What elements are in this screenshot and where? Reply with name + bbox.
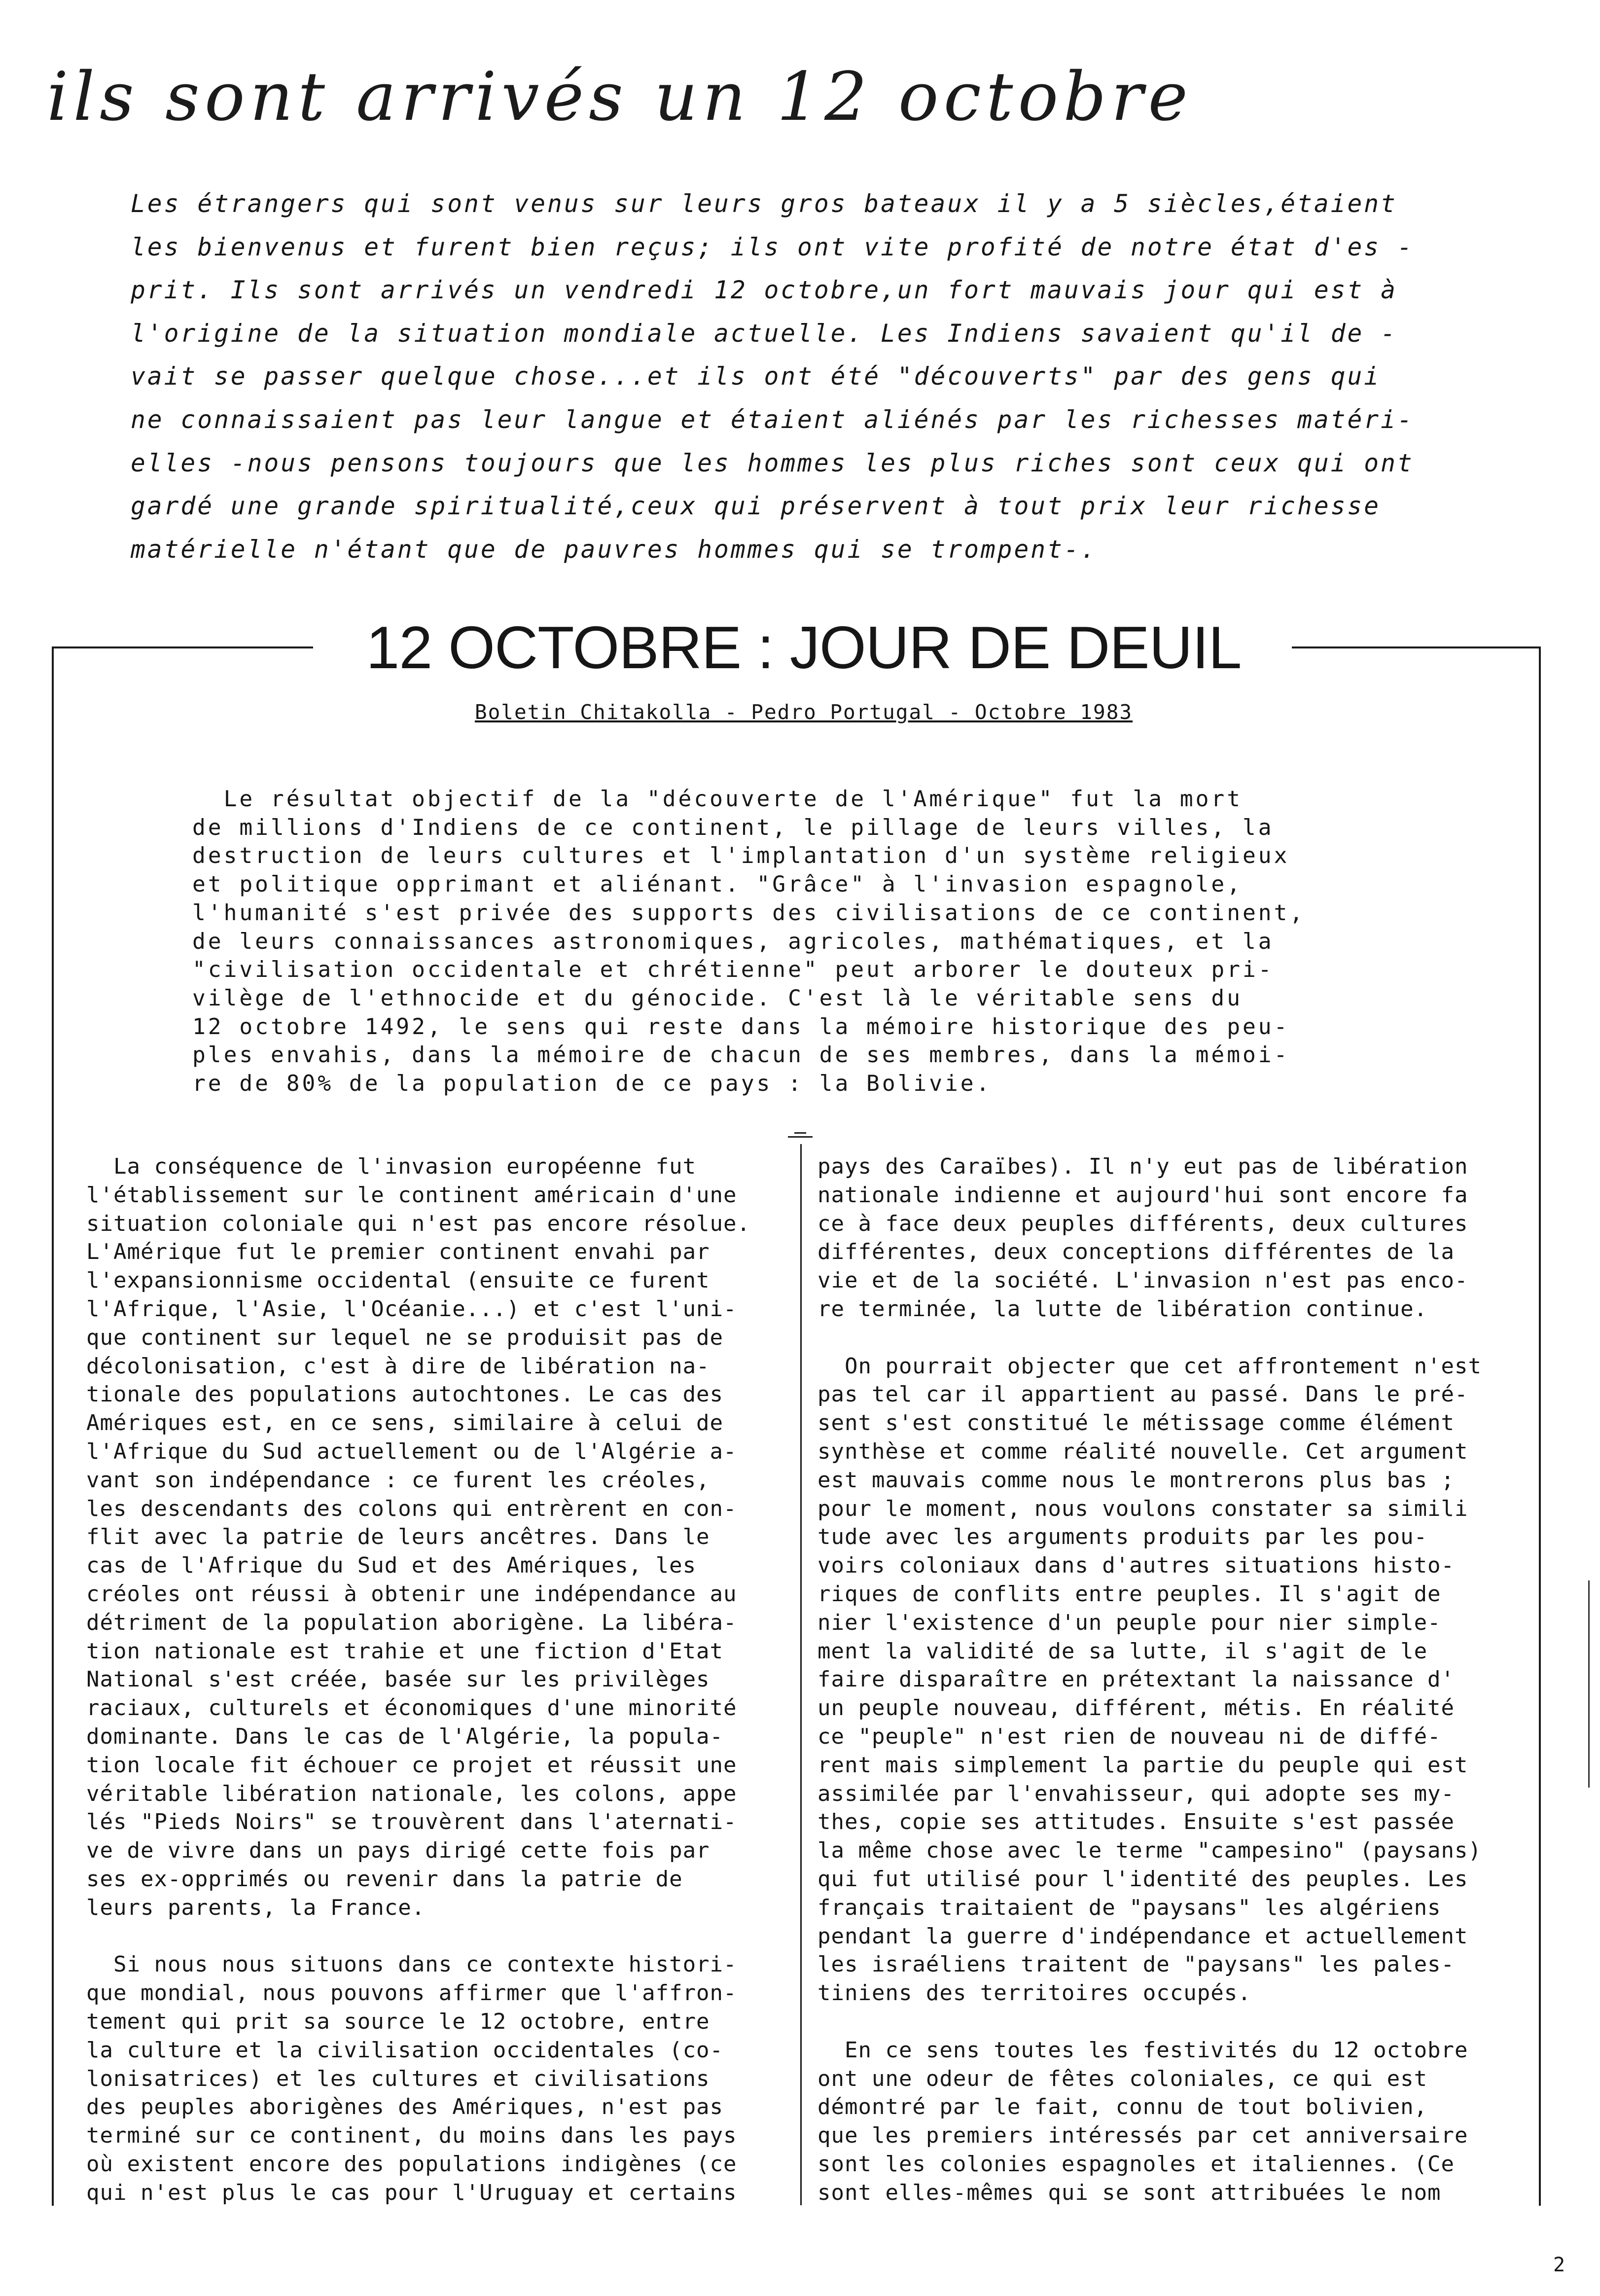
- body-line: les israéliens traitent de "paysans" les pales-: [818, 1952, 1455, 1977]
- body-line: un peuple nouveau, différent, métis. En réalité: [818, 1695, 1455, 1721]
- body-line: Si nous nous situons dans ce contexte histori-: [86, 1952, 737, 1977]
- page-number: 2: [1553, 2254, 1565, 2276]
- body-line: dominante. Dans le cas de l'Algérie, la popula-: [86, 1723, 724, 1749]
- body-line: qui fut utilisé pour l'identité des peuples. Les: [818, 1866, 1468, 1892]
- body-line: vie et de la société. L'invasion n'est pas enco-: [818, 1268, 1468, 1293]
- intro-line: prit. Ils sont arrivés un vendredi 12 octobre,un fort mauvais jour qui est à: [131, 276, 1397, 305]
- lead-line: et politique opprimant et aliénant. "Grâce" à l'invasion espagnole,: [192, 872, 1243, 897]
- body-line: différentes, deux conceptions différentes de la: [818, 1239, 1455, 1265]
- body-line: leurs parents, la France.: [86, 1895, 426, 1920]
- body-line: faire disparaître en prétextant la naissance d': [818, 1667, 1455, 1692]
- body-line: pendant la guerre d'indépendance et actuellement: [818, 1923, 1468, 1949]
- right-column: [818, 1152, 1532, 2203]
- body-line: que les premiers intéressés par cet anniversaire: [818, 2123, 1468, 2149]
- intro-line: elles -nous pensons toujours que les hommes les plus riches sont ceux qui ont: [131, 448, 1414, 477]
- body-line: En ce sens toutes les festivités du 12 octobre: [818, 2037, 1468, 2063]
- body-line: est mauvais comme nous le montrerons plus bas ;: [818, 1467, 1455, 1493]
- body-line: thes, copie ses attitudes. Ensuite s'est passée: [818, 1809, 1455, 1835]
- lead-line: 12 octobre 1492, le sens qui reste dans la mémoire historique des peu-: [192, 1014, 1290, 1040]
- intro-line: Les étrangers qui sont venus sur leurs gros bateaux il y a 5 siècles,étaient: [131, 189, 1397, 218]
- body-line: cas de l'Afrique du Sud et des Amériques, les: [86, 1553, 697, 1578]
- body-line: Amériques est, en ce sens, similaire à celui de: [86, 1410, 724, 1436]
- body-line: l'Afrique du Sud actuellement ou de l'Algérie a-: [86, 1438, 737, 1464]
- body-line: rent mais simplement la partie du peuple qui est: [818, 1752, 1468, 1778]
- frame-top-left-rule: [52, 646, 313, 648]
- body-line: démontré par le fait, connu de tout bolivien,: [818, 2094, 1428, 2120]
- body-line: décolonisation, c'est à dire de libération na-: [86, 1353, 710, 1379]
- body-line: flit avec la patrie de leurs ancêtres. Dans le: [86, 1524, 710, 1550]
- body-line: tionale des populations autochtones. Le cas des: [86, 1382, 724, 1407]
- column-divider-mark: [788, 1132, 813, 1141]
- frame-right-rule: [1539, 646, 1541, 2206]
- body-line: ce à face deux peuples différents, deux cultures: [818, 1211, 1468, 1236]
- frame-left-rule: [52, 646, 54, 2206]
- body-line: assimilée par l'envahisseur, qui adopte ses my-: [818, 1781, 1455, 1806]
- lead-line: re de 80% de la population de ce pays : la Bolivie.: [192, 1071, 992, 1097]
- lead-line: de leurs connaissances astronomiques, agricoles, mathématiques, et la: [192, 929, 1274, 954]
- body-line: ment la validité de sa lutte, il s'agit de le: [818, 1638, 1428, 1664]
- body-line: les descendants des colons qui entrèrent en con-: [86, 1496, 737, 1521]
- intro-paragraph: [131, 182, 1462, 572]
- body-line: raciaux, culturels et économiques d'une minorité: [86, 1695, 737, 1721]
- body-line: On pourrait objecter que cet affrontement n'est: [818, 1353, 1482, 1379]
- lead-line: "civilisation occidentale et chrétienne" peut arborer le douteux pri-: [192, 957, 1274, 983]
- lead-line: destruction de leurs cultures et l'implantation d'un système religieux: [192, 843, 1290, 869]
- body-line: situation coloniale qui n'est pas encore résolue.: [86, 1211, 751, 1236]
- paragraph-gap: [818, 1324, 1532, 1352]
- body-line: terminé sur ce continent, du moins dans les pays: [86, 2123, 737, 2149]
- lead-line: Le résultat objectif de la "découverte de l'Amérique" fut la mort: [192, 787, 1243, 812]
- body-line: synthèse et comme réalité nouvelle. Cet argument: [818, 1438, 1468, 1464]
- script-title: ils sont arrivés un 12 octobre: [47, 58, 1193, 136]
- intro-line: matérielle n'étant que de pauvres hommes qui se trompent-.: [131, 535, 1098, 564]
- frame-top-right-rule: [1292, 646, 1541, 648]
- left-column: [86, 1152, 801, 2203]
- body-line: où existent encore des populations indigènes (ce: [86, 2151, 737, 2177]
- body-line: vant son indépendance : ce furent les créoles,: [86, 1467, 710, 1493]
- body-line: détriment de la population aborigène. La libéra-: [86, 1610, 737, 1635]
- article-lead: [192, 785, 1435, 1098]
- lead-line: l'humanité s'est privée des supports des civilisations de ce continent,: [192, 900, 1306, 926]
- body-line: la culture et la civilisation occidentales (co-: [86, 2037, 724, 2063]
- article-byline: Boletin Chitakolla - Pedro Portugal - Octobre 1983: [474, 700, 1133, 724]
- body-line: nationale indienne et aujourd'hui sont encore fa: [818, 1182, 1468, 1208]
- body-line: tement qui prit sa source le 12 octobre, entre: [86, 2009, 710, 2034]
- body-line: tion locale fit échouer ce projet et réussit une: [86, 1752, 737, 1778]
- body-line: que mondial, nous pouvons affirmer que l'affron-: [86, 1980, 737, 2006]
- body-line: re terminée, la lutte de libération continue.: [818, 1296, 1428, 1322]
- body-line: qui n'est plus le cas pour l'Uruguay et certains: [86, 2180, 737, 2205]
- body-line: nier l'existence d'un peuple pour nier simple-: [818, 1610, 1441, 1635]
- body-line: riques de conflits entre peuples. Il s'agit de: [818, 1581, 1441, 1607]
- article-headline: 12 OCTOBRE : JOUR DE DEUIL: [366, 614, 1242, 681]
- intro-line: les bienvenus et furent bien reçus; ils ont vite profité de notre état d'es -: [131, 232, 1414, 261]
- intro-line: gardé une grande spiritualité,ceux qui préservent à tout prix leur richesse: [131, 492, 1381, 521]
- body-line: tion nationale est trahie et une fiction d'Etat: [86, 1638, 724, 1664]
- body-line: ve de vivre dans un pays dirigé cette fois par: [86, 1838, 710, 1864]
- intro-line: l'origine de la situation mondiale actuelle. Les Indiens savaient qu'il de -: [131, 319, 1397, 348]
- body-line: sont les colonies espagnoles et italiennes. (Ce: [818, 2151, 1455, 2177]
- body-line: sent s'est constitué le métissage comme élément: [818, 1410, 1455, 1436]
- body-line: lonisatrices) et les cultures et civilisations: [86, 2066, 710, 2091]
- body-line: voirs coloniaux dans d'autres situations histo-: [818, 1553, 1455, 1578]
- body-line: ont une odeur de fêtes coloniales, ce qui est: [818, 2066, 1428, 2091]
- lead-line: ples envahis, dans la mémoire de chacun de ses membres, dans la mémoi-: [192, 1042, 1290, 1068]
- body-line: lés "Pieds Noirs" se trouvèrent dans l'aternati-: [86, 1809, 737, 1835]
- body-line: créoles ont réussi à obtenir une indépendance au: [86, 1581, 737, 1607]
- paragraph-gap: [86, 1922, 801, 1951]
- body-line: ce "peuple" n'est rien de nouveau ni de diffé-: [818, 1723, 1441, 1749]
- body-line: La conséquence de l'invasion européenne fut: [86, 1154, 697, 1179]
- body-line: des peuples aborigènes des Amériques, n'est pas: [86, 2094, 724, 2120]
- body-line: tiniens des territoires occupés.: [818, 1980, 1251, 2006]
- lead-line: de millions d'Indiens de ce continent, le pillage de leurs villes, la: [192, 815, 1274, 840]
- margin-mark: [1588, 1580, 1590, 1788]
- body-line: français traitaient de "paysans" les algériens: [818, 1895, 1441, 1920]
- body-line: pour le moment, nous voulons constater sa simili: [818, 1496, 1468, 1521]
- body-line: véritable libération nationale, les colons, appe: [86, 1781, 737, 1806]
- body-line: tude avec les arguments produits par les pou-: [818, 1524, 1428, 1550]
- body-line: la même chose avec le terme "campesino" (paysans): [818, 1838, 1482, 1864]
- body-line: National s'est créée, basée sur les privilèges: [86, 1667, 710, 1692]
- body-line: pays des Caraïbes). Il n'y eut pas de libération: [818, 1154, 1468, 1179]
- intro-line: ne connaissaient pas leur langue et étaient aliénés par les richesses matéri-: [131, 405, 1414, 434]
- body-line: que continent sur lequel ne se produisit pas de: [86, 1325, 724, 1350]
- body-line: sont elles-mêmes qui se sont attribuées le nom: [818, 2180, 1441, 2205]
- body-line: L'Amérique fut le premier continent envahi par: [86, 1239, 710, 1265]
- body-line: ses ex-opprimés ou revenir dans la patrie de: [86, 1866, 683, 1892]
- body-line: l'expansionnisme occidental (ensuite ce furent: [86, 1268, 710, 1293]
- paragraph-gap: [818, 2008, 1532, 2036]
- intro-line: vait se passer quelque chose...et ils ont été "découverts" par des gens qui: [131, 362, 1381, 391]
- lead-line: vilège de l'ethnocide et du génocide. C'est là le véritable sens du: [192, 985, 1243, 1011]
- body-line: l'établissement sur le continent américain d'une: [86, 1182, 737, 1208]
- body-line: l'Afrique, l'Asie, l'Océanie...) et c'est l'uni-: [86, 1296, 737, 1322]
- body-line: pas tel car il appartient au passé. Dans le pré-: [818, 1382, 1468, 1407]
